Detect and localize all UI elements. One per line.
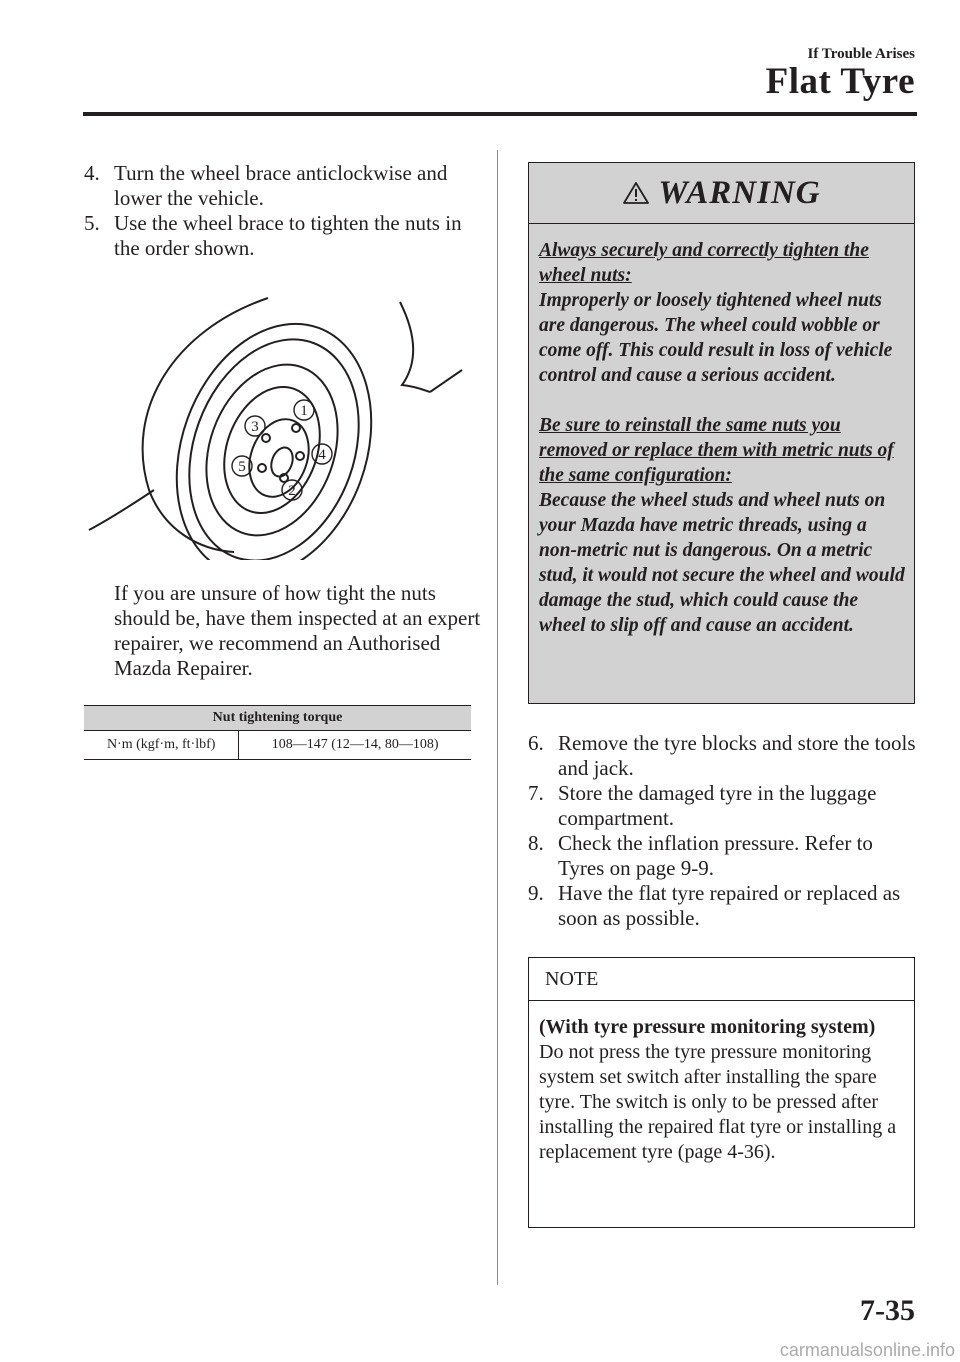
nut-label: 1 <box>300 403 308 419</box>
torque-unit-cell: N·m (kgf·m, ft·lbf) <box>84 731 239 760</box>
page-title: Flat Tyre <box>765 61 915 102</box>
watermark: carmanualsonline.info <box>779 1340 955 1360</box>
tyre-outer <box>143 296 405 560</box>
warning-text: Because the wheel studs and wheel nuts on your Mazda have metric threads, using a non-metric nut is dangerous. On a metric stud, it would not secure the wheel and would damage the stud, which could cause the wheel to slip off and cause an accident. <box>539 490 905 636</box>
warning-title: WARNING <box>658 174 821 211</box>
wheel-nut-order-illustration <box>84 290 484 560</box>
wheel-arch <box>400 302 430 392</box>
rim-outer <box>184 346 361 554</box>
warning-header <box>529 163 914 224</box>
torque-advice-paragraph: If you are unsure of how tight the nuts should be, have them inspected at an expert repairer, we recommend an Authorised Mazda Repairer. <box>114 581 481 680</box>
nut-1-mark <box>292 424 300 432</box>
list-item: 5. Use the wheel brace to tighten the nuts in the order shown. <box>84 211 462 260</box>
warning-box <box>528 162 915 704</box>
warning-text: Improperly or loosely tightened wheel nuts are dangerous. The wheel could wobble or come off. This could result in loss of vehicle control and cause a serious accident. <box>539 290 893 386</box>
table-row <box>84 731 471 760</box>
nut-5-mark <box>258 464 266 472</box>
fender-edge <box>89 490 154 530</box>
header-divider <box>83 112 917 116</box>
list-item: 8. Check the inflation pressure. Refer to Tyres on page 9-9. <box>528 831 873 880</box>
warning-heading: Be sure to reinstall the same nuts you removed or replace them with metric nuts of the same configuration: <box>539 415 894 486</box>
note-title: NOTE <box>529 958 914 1001</box>
list-item: 4. Turn the wheel brace anticlockwise and lower the vehicle. <box>84 161 448 210</box>
body-line <box>430 370 462 392</box>
nut-label: 2 <box>288 483 296 499</box>
warning-triangle-icon <box>622 181 650 205</box>
column-divider <box>497 150 498 1285</box>
list-item: 7. Store the damaged tyre in the luggage compartment. <box>528 781 877 830</box>
note-heading: (With tyre pressure monitoring system) <box>539 1016 876 1038</box>
nut-3-mark <box>262 434 270 442</box>
torque-value-cell: 108—147 (12—14, 80—108) <box>239 731 471 760</box>
torque-table <box>84 705 471 760</box>
note-text: Do not press the tyre pressure monitoring system set switch after installing the spare tyre. The switch is only to be pressed after installing the repaired flat tyre or installing a replacement tyre (page 4-36). <box>539 1041 897 1163</box>
nut-label: 5 <box>238 459 246 475</box>
nut-4-mark <box>296 452 304 460</box>
section-title: If Trouble Arises <box>807 46 915 62</box>
nut-label: 4 <box>318 447 326 463</box>
note-body <box>529 1001 914 1165</box>
steps-list-right <box>528 731 918 931</box>
warning-heading: Always securely and correctly tighten the wheel nuts: <box>539 240 869 286</box>
torque-table-header: Nut tightening torque <box>84 706 471 731</box>
nut-label: 3 <box>251 419 259 435</box>
note-box <box>528 957 915 1228</box>
list-item: 6. Remove the tyre blocks and store the tools and jack. <box>528 731 916 780</box>
list-item: 9. Have the flat tyre repaired or replaced as soon as possible. <box>528 881 901 930</box>
warning-body <box>529 224 914 638</box>
steps-list-left <box>84 161 484 261</box>
rim-inner <box>207 374 336 527</box>
tyre-inner <box>160 316 388 560</box>
fender-outline <box>143 298 268 552</box>
page-number: 7-35 <box>860 1294 915 1327</box>
